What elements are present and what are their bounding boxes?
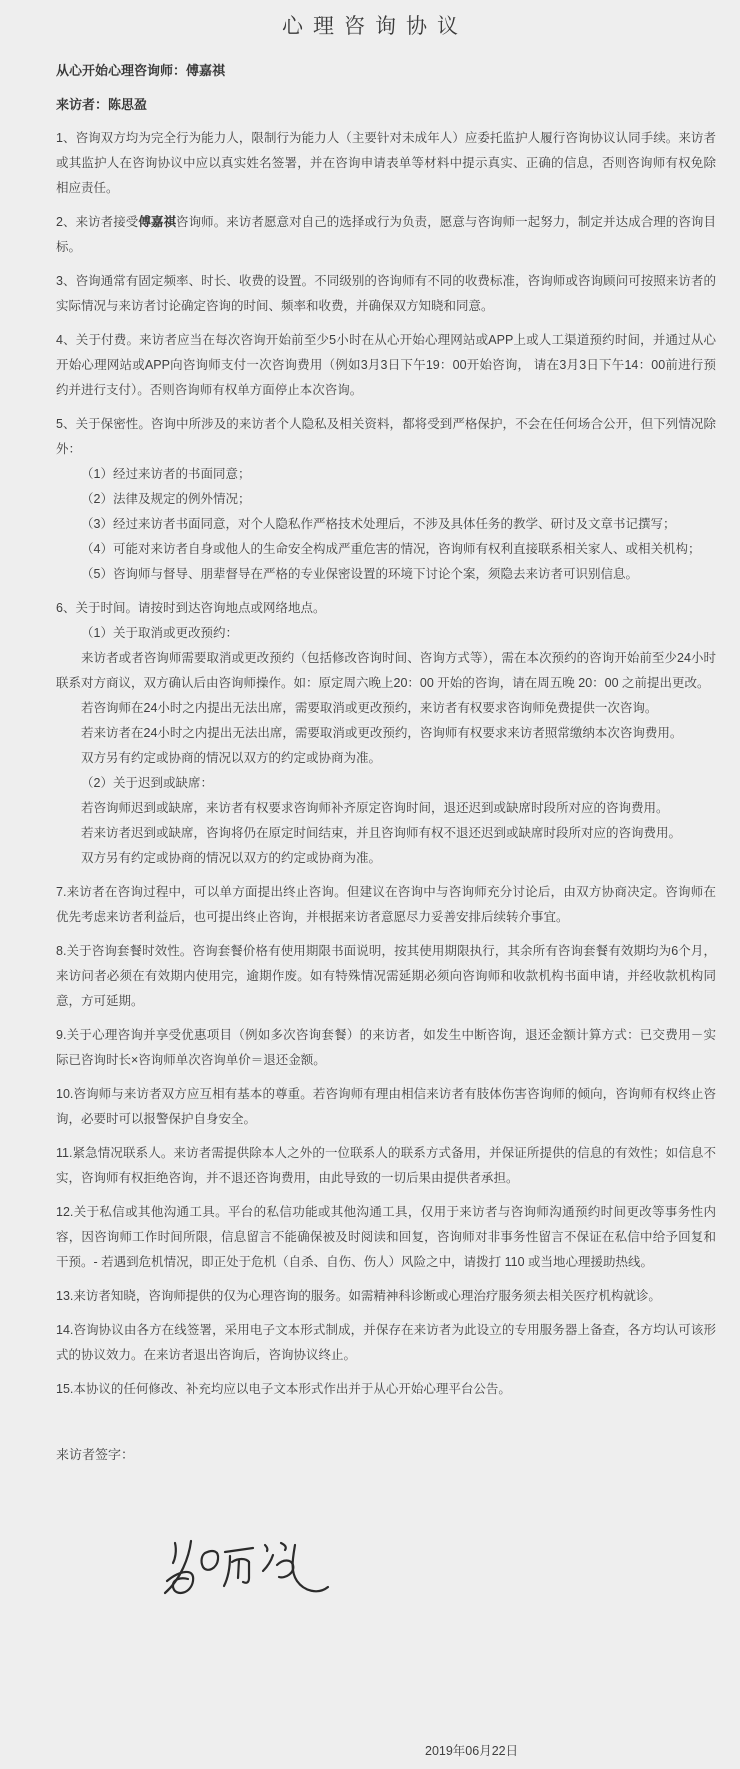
clause-13: 13.来访者知晓，咨询师提供的仅为心理咨询的服务。如需精神科诊断或心理治疗服务须去相关医疗机构就诊。 [56, 1289, 661, 1303]
clause-9: 9.关于心理咨询并享受优惠项目（例如多次咨询套餐）的来访者，如发生中断咨询，退还金额计算方式：已交费用－实际已咨询时长×咨询师单次咨询单价＝退还金额。 [56, 1028, 716, 1067]
clause-6-subitem-6: （2）关于迟到或缺席： [81, 776, 213, 790]
clause-1: 1、咨询双方均为完全行为能力人，限制行为能力人（主要针对未成年人）应委托监护人履行咨询协议认同手续。来访者或其监护人在咨询协议中应以真实姓名签署，并在咨询申请表单等材料中提示真实、正确的信息，否则咨询师有权免除相应责任。 [56, 131, 716, 195]
clause-5-subitem-5: （5）咨询师与督导、朋辈督导在严格的专业保密设置的环境下讨论个案，须隐去来访者可识别信息。 [81, 567, 638, 581]
clause-2-suffix: 咨询师。来访者愿意对自己的选择或行为负责，愿意与咨询师一起努力，制定并达成合理的咨询目标。 [56, 215, 716, 254]
counselor-line: 从心开始心理咨询师：傅嘉祺 [56, 63, 226, 78]
clause-6: 6、关于时间。请按时到达咨询地点或网络地点。 [56, 601, 326, 615]
clause-6-subitem-3: 若咨询师在24小时之内提出无法出席，需要取消或更改预约，来访者有权要求咨询师免费提供一次咨询。 [81, 701, 658, 715]
clause-8: 8.关于咨询套餐时效性。咨询套餐价格有使用期限书面说明，按其使用期限执行，其余所有咨询套餐有效期均为6个月，来访问者必须在有效期内使用完，逾期作废。如有特殊情况需延期必须向咨询师和收款机构书面申请，并经收款机构同意，方可延期。 [56, 944, 716, 1008]
signature-strokes [161, 1537, 336, 1617]
clause-5-subitem-1: （1）经过来访者的书面同意； [81, 467, 251, 481]
clause-6-subitem-1: （1）关于取消或更改预约： [81, 626, 238, 640]
clause-6-subitems [56, 621, 716, 871]
clause-3: 3、咨询通常有固定频率、时长、收费的设置。不同级别的咨询师有不同的收费标准，咨询师或咨询顾问可按照来访者的实际情况与来访者讨论确定咨询的时间、频率和收费，并确保双方知晓和同意。 [56, 274, 716, 313]
clause-6-subitem-5: 双方另有约定或协商的情况以双方的约定或协商为准。 [81, 751, 382, 765]
clause-6-subitem-8: 若来访者迟到或缺席，咨询将仍在原定时间结束，并且咨询师有权不退还迟到或缺席时段所对应的咨询费用。 [81, 826, 682, 840]
clause-5-subitems [56, 462, 716, 587]
clause-15: 15.本协议的任何修改、补充均应以电子文本形式作出并于从心开始心理平台公告。 [56, 1382, 511, 1396]
clause-11: 11.紧急情况联系人。来访者需提供除本人之外的一位联系人的联系方式备用，并保证所提供的信息的有效性；如信息不实，咨询师有权拒绝咨询，并不退还咨询费用，由此导致的一切后果由提供者承担。 [56, 1146, 716, 1185]
clause-2-counselor-name: 傅嘉祺 [138, 215, 177, 229]
clause-6-subitem-7: 若咨询师迟到或缺席，来访者有权要求咨询师补齐原定咨询时间，退还迟到或缺席时段所对应的咨询费用。 [81, 801, 669, 815]
clause-5-subitem-3: （3）经过来访者书面同意，对个人隐私作严格技术处理后，不涉及具体任务的教学、研讨及文章书记撰写； [81, 517, 676, 531]
clause-6-subitem-4: 若来访者在24小时之内提出无法出席，需要取消或更改预约，咨询师有权要求来访者照常缴纳本次咨询费用。 [81, 726, 683, 740]
clause-5-subitem-4: （4）可能对来访者自身或他人的生命安全构成严重危害的情况，咨询师有权利直接联系相关家人、或相关机构； [81, 542, 701, 556]
handwritten-signature-icon [161, 1537, 336, 1617]
clause-7: 7.来访者在咨询过程中，可以单方面提出终止咨询。但建议在咨询中与咨询师充分讨论后，由双方协商决定。咨询师在优先考虑来访者利益后，也可提出终止咨询，并根据来访者意愿尽力妥善安排后续转介事宜。 [56, 885, 716, 924]
clause-5: 5、关于保密性。咨询中所涉及的来访者个人隐私及相关资料，都将受到严格保护，不会在任何场合公开，但下列情况除外： [56, 417, 716, 456]
clause-14: 14.咨询协议由各方在线签署，采用电子文本形式制成，并保存在来访者为此设立的专用服务器上备查，各方均认可该形式的协议效力。在来访者退出咨询后，咨询协议终止。 [56, 1323, 716, 1362]
clause-5-subitem-2: （2）法律及规定的例外情况； [81, 492, 251, 506]
clause-10: 10.咨询师与来访者双方应互相有基本的尊重。若咨询师有理由相信来访者有肢体伤害咨询师的倾向，咨询师有权终止咨询，必要时可以报警保护自身安全。 [56, 1087, 716, 1126]
signature-date: 2019年06月22日 [425, 1744, 519, 1758]
client-line: 来访者：陈思盈 [56, 97, 148, 112]
clause-2 [56, 210, 716, 260]
signature-label: 来访者签字： [56, 1447, 135, 1462]
clause-2-prefix: 2、来访者接受 [56, 215, 139, 229]
clause-6-subitem-2: 来访者或者咨询师需要取消或更改预约（包括修改咨询时间、咨询方式等），需在本次预约的咨询开始前至少24小时联系对方商议，双方确认后由咨询师操作。如：原定周六晚上20：00 开始的咨询，请在周五晚 20：00 之前提出更改。 [56, 651, 716, 690]
clause-12: 12.关于私信或其他沟通工具。平台的私信功能或其他沟通工具，仅用于来访者与咨询师沟通预约时间更改等事务性内容，因咨询师工作时间所限，信息留言不能确保被及时阅读和回复，咨询师对非事务性留言不保证在私信中给予回复和干预。- 若遇到危机情况，即正处于危机（自杀、自伤、伤人）风险之中，请拨打 110 或当地心理援助热线。 [56, 1205, 716, 1269]
clause-4: 4、关于付费。来访者应当在每次咨询开始前至少5小时在从心开始心理网站或APP上或人工渠道预约时间，并通过从心开始心理网站或APP向咨询师支付一次咨询费用（例如3月3日下午19：00开始咨询， 请在3月3日下午14：00前进行预约并进行支付）。否则咨询师有权单方面停止本次咨询。 [56, 333, 716, 397]
page-title: 心理咨询协议 [282, 15, 468, 38]
clause-6-subitem-9: 双方另有约定或协商的情况以双方的约定或协商为准。 [81, 851, 382, 865]
